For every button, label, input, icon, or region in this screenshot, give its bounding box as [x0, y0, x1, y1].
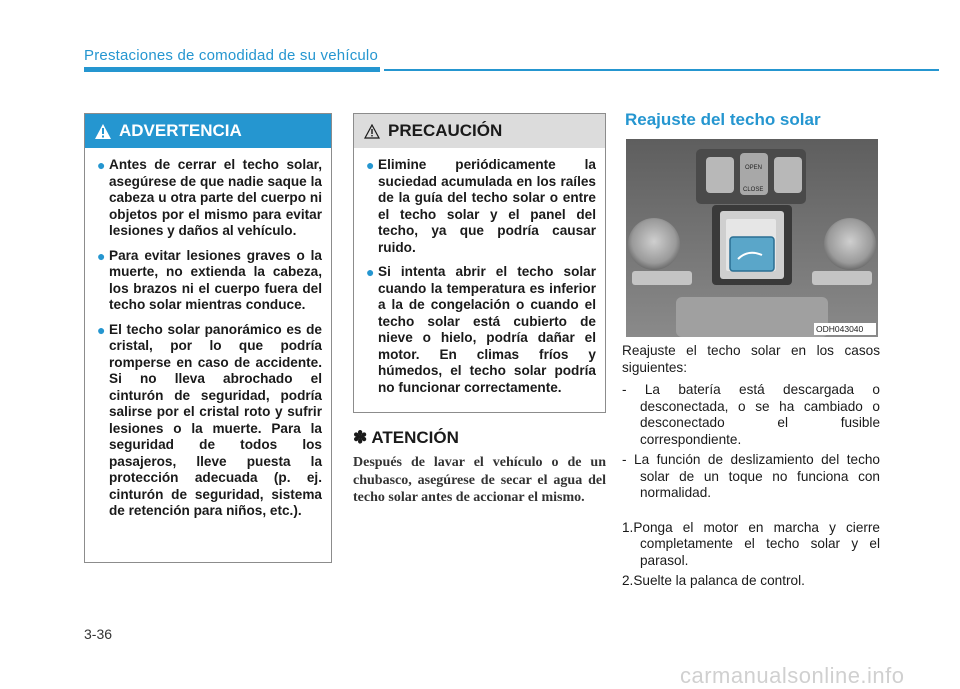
reset-case: - La batería está descargada o desconectada, o se ha cambiado o desconectado el fusible correspondiente. — [622, 382, 880, 447]
caution-item: ● Elimine periódicamente la suciedad acumulada en los raíles de la guía del techo solar o entre el techo solar y el panel del techo, ya que podría causar ruido. — [366, 157, 596, 255]
reset-case: - La función de deslizamiento del techo solar de un toque no funciona con normalidad. — [622, 452, 880, 500]
warning-item: ● El techo solar panorámico es de cristal, por lo que podría romperse en caso de accidente. Si no lleva abrochado el cinturón de seguridad, podría salirse por el cristal roto y sufrir lesiones o la muerte. Para la seguridad de todos los pasajeros, lleve puesta la protección adecuada (p. ej. cinturón de seguridad, sistema de retención para niños, etc.). — [97, 321, 322, 518]
warning-item: ● Antes de cerrar el techo solar, asegúrese de que nadie saque la cabeza u otra parte del cuerpo ni objetos por el mismo para evitar lesiones y daños al vehículo. — [97, 157, 322, 238]
reset-step: 2.Suelte la palanca de control. — [622, 573, 805, 588]
svg-text:CLOSE: CLOSE — [743, 187, 764, 193]
reset-step: 1.Ponga el motor en marcha y cierre completamente el techo solar y el parasol. — [622, 519, 880, 568]
attention-title: ✽ ATENCIÓN — [353, 428, 459, 447]
warning-list — [85, 148, 331, 520]
svg-text:OPEN: OPEN — [745, 165, 763, 171]
spacer — [622, 506, 880, 520]
warning-header — [85, 114, 331, 148]
header-title: Prestaciones de comodidad de su vehículo — [84, 47, 379, 64]
overhead-console-illustration — [626, 139, 878, 337]
caution-triangle-icon — [364, 124, 380, 139]
warning-item: ● Para evitar lesiones graves o la muerte, no extienda la cabeza, los brazos ni el cuerpo fuera del techo solar mientras conduce. — [97, 247, 322, 312]
caution-list — [354, 148, 605, 396]
warning-triangle-icon — [95, 124, 111, 139]
caution-item: ● Si intenta abrir el techo solar cuando la temperatura es inferior a la de congelación o cuando el techo solar está cubierto de nieve o hielo, podría dañar el motor. En climas fríos y húmedos, el techo solar podría no funcionar correctamente. — [366, 264, 596, 395]
caution-box — [353, 113, 606, 413]
header-rule-thin — [384, 69, 939, 71]
sunroof-console-photo — [626, 139, 878, 337]
reset-intro: Reajuste el techo solar en los casos siguientes: — [622, 343, 880, 375]
caution-title: PRECAUCIÓN — [388, 121, 503, 140]
caution-header — [354, 114, 605, 148]
attention-text: Después de lavar el vehículo o de un chubasco, asegúrese de secar el agua del techo solar antes de accionar el mismo. — [353, 455, 606, 505]
warning-title: ADVERTENCIA — [119, 121, 242, 140]
header-rule-thick — [84, 67, 380, 72]
section-title: Reajuste del techo solar — [625, 110, 821, 129]
reset-instructions — [622, 343, 880, 594]
svg-text:ODH043040: ODH043040 — [816, 324, 864, 334]
watermark: carmanualsonline.info — [680, 663, 905, 688]
warning-box — [84, 113, 332, 563]
page-number: 3-36 — [84, 626, 113, 642]
